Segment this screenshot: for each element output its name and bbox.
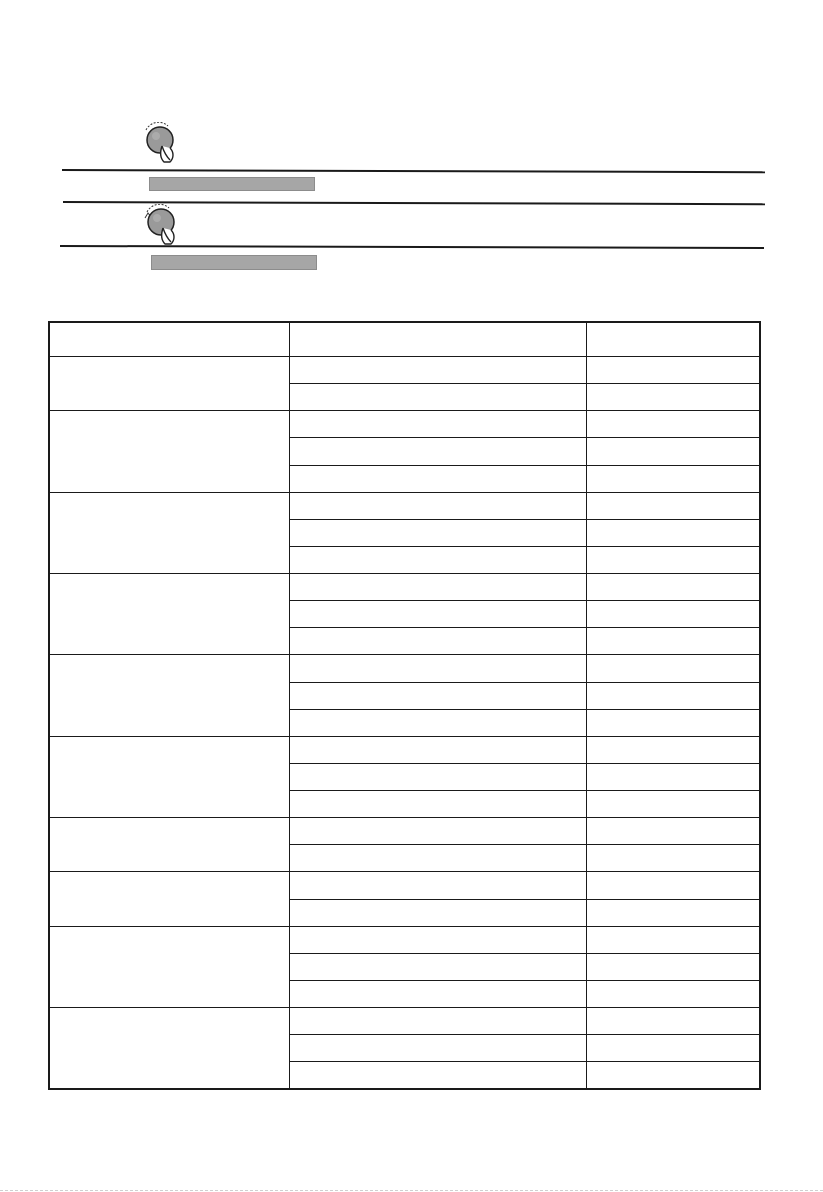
group-label-cell [49, 357, 289, 411]
setting-name-cell [289, 411, 586, 438]
setting-value-cell [586, 736, 760, 763]
group-label-cell [49, 926, 289, 1007]
setting-value-cell [586, 411, 760, 438]
group-label-cell [49, 655, 289, 736]
table-row [49, 492, 760, 519]
setting-name-cell [289, 438, 586, 465]
header-cell [586, 322, 760, 357]
table-row [49, 357, 760, 384]
knob-turn-icon [141, 204, 185, 248]
header-cell [289, 322, 586, 357]
group-label-cell [49, 736, 289, 817]
table-row [49, 872, 760, 899]
setting-name-cell [289, 899, 586, 926]
setting-name-cell [289, 872, 586, 899]
table-row [49, 926, 760, 953]
divider-line [60, 245, 764, 249]
setting-value-cell [586, 438, 760, 465]
setting-name-cell [289, 519, 586, 546]
setting-value-cell [586, 1035, 760, 1062]
setting-value-cell [586, 492, 760, 519]
setting-name-cell [289, 953, 586, 980]
setting-value-cell [586, 628, 760, 655]
setting-value-cell [586, 791, 760, 818]
setting-value-cell [586, 763, 760, 790]
group-label-cell [49, 818, 289, 872]
setting-name-cell [289, 682, 586, 709]
highlight-bar [151, 255, 317, 270]
setting-name-cell [289, 1008, 586, 1035]
setting-name-cell [289, 1035, 586, 1062]
setting-name-cell [289, 628, 586, 655]
setting-name-cell [289, 357, 586, 384]
setting-value-cell [586, 818, 760, 845]
setting-value-cell [586, 1008, 760, 1035]
setting-name-cell [289, 655, 586, 682]
setting-value-cell [586, 872, 760, 899]
setting-name-cell [289, 926, 586, 953]
table-row [49, 655, 760, 682]
group-label-cell [49, 574, 289, 655]
table-row [49, 736, 760, 763]
setting-value-cell [586, 357, 760, 384]
page-edge [0, 1190, 823, 1191]
setting-value-cell [586, 682, 760, 709]
setting-value-cell [586, 519, 760, 546]
setting-value-cell [586, 574, 760, 601]
setting-value-cell [586, 709, 760, 736]
divider-line [62, 169, 765, 173]
setting-value-cell [586, 1062, 760, 1089]
header-cell [49, 322, 289, 357]
setting-name-cell [289, 845, 586, 872]
group-label-cell [49, 1008, 289, 1090]
setting-name-cell [289, 763, 586, 790]
setting-value-cell [586, 980, 760, 1007]
setting-value-cell [586, 384, 760, 411]
table-row [49, 1008, 760, 1035]
setting-name-cell [289, 492, 586, 519]
group-label-cell [49, 872, 289, 926]
setting-value-cell [586, 845, 760, 872]
table-row [49, 411, 760, 438]
setting-name-cell [289, 384, 586, 411]
setting-value-cell [586, 953, 760, 980]
setting-value-cell [586, 601, 760, 628]
setting-name-cell [289, 601, 586, 628]
setting-value-cell [586, 546, 760, 573]
knob-press-icon [140, 122, 184, 166]
setting-value-cell [586, 655, 760, 682]
table-row [49, 818, 760, 845]
setting-name-cell [289, 709, 586, 736]
setting-name-cell [289, 791, 586, 818]
setting-value-cell [586, 899, 760, 926]
setting-name-cell [289, 546, 586, 573]
setting-name-cell [289, 574, 586, 601]
setting-name-cell [289, 1062, 586, 1089]
setting-name-cell [289, 980, 586, 1007]
settings-table [48, 321, 761, 1090]
setting-name-cell [289, 818, 586, 845]
setting-value-cell [586, 926, 760, 953]
setting-name-cell [289, 736, 586, 763]
group-label-cell [49, 411, 289, 492]
group-label-cell [49, 492, 289, 573]
setting-value-cell [586, 465, 760, 492]
setting-name-cell [289, 465, 586, 492]
table-row [49, 574, 760, 601]
highlight-bar [149, 177, 315, 191]
table-header-row [49, 322, 760, 357]
